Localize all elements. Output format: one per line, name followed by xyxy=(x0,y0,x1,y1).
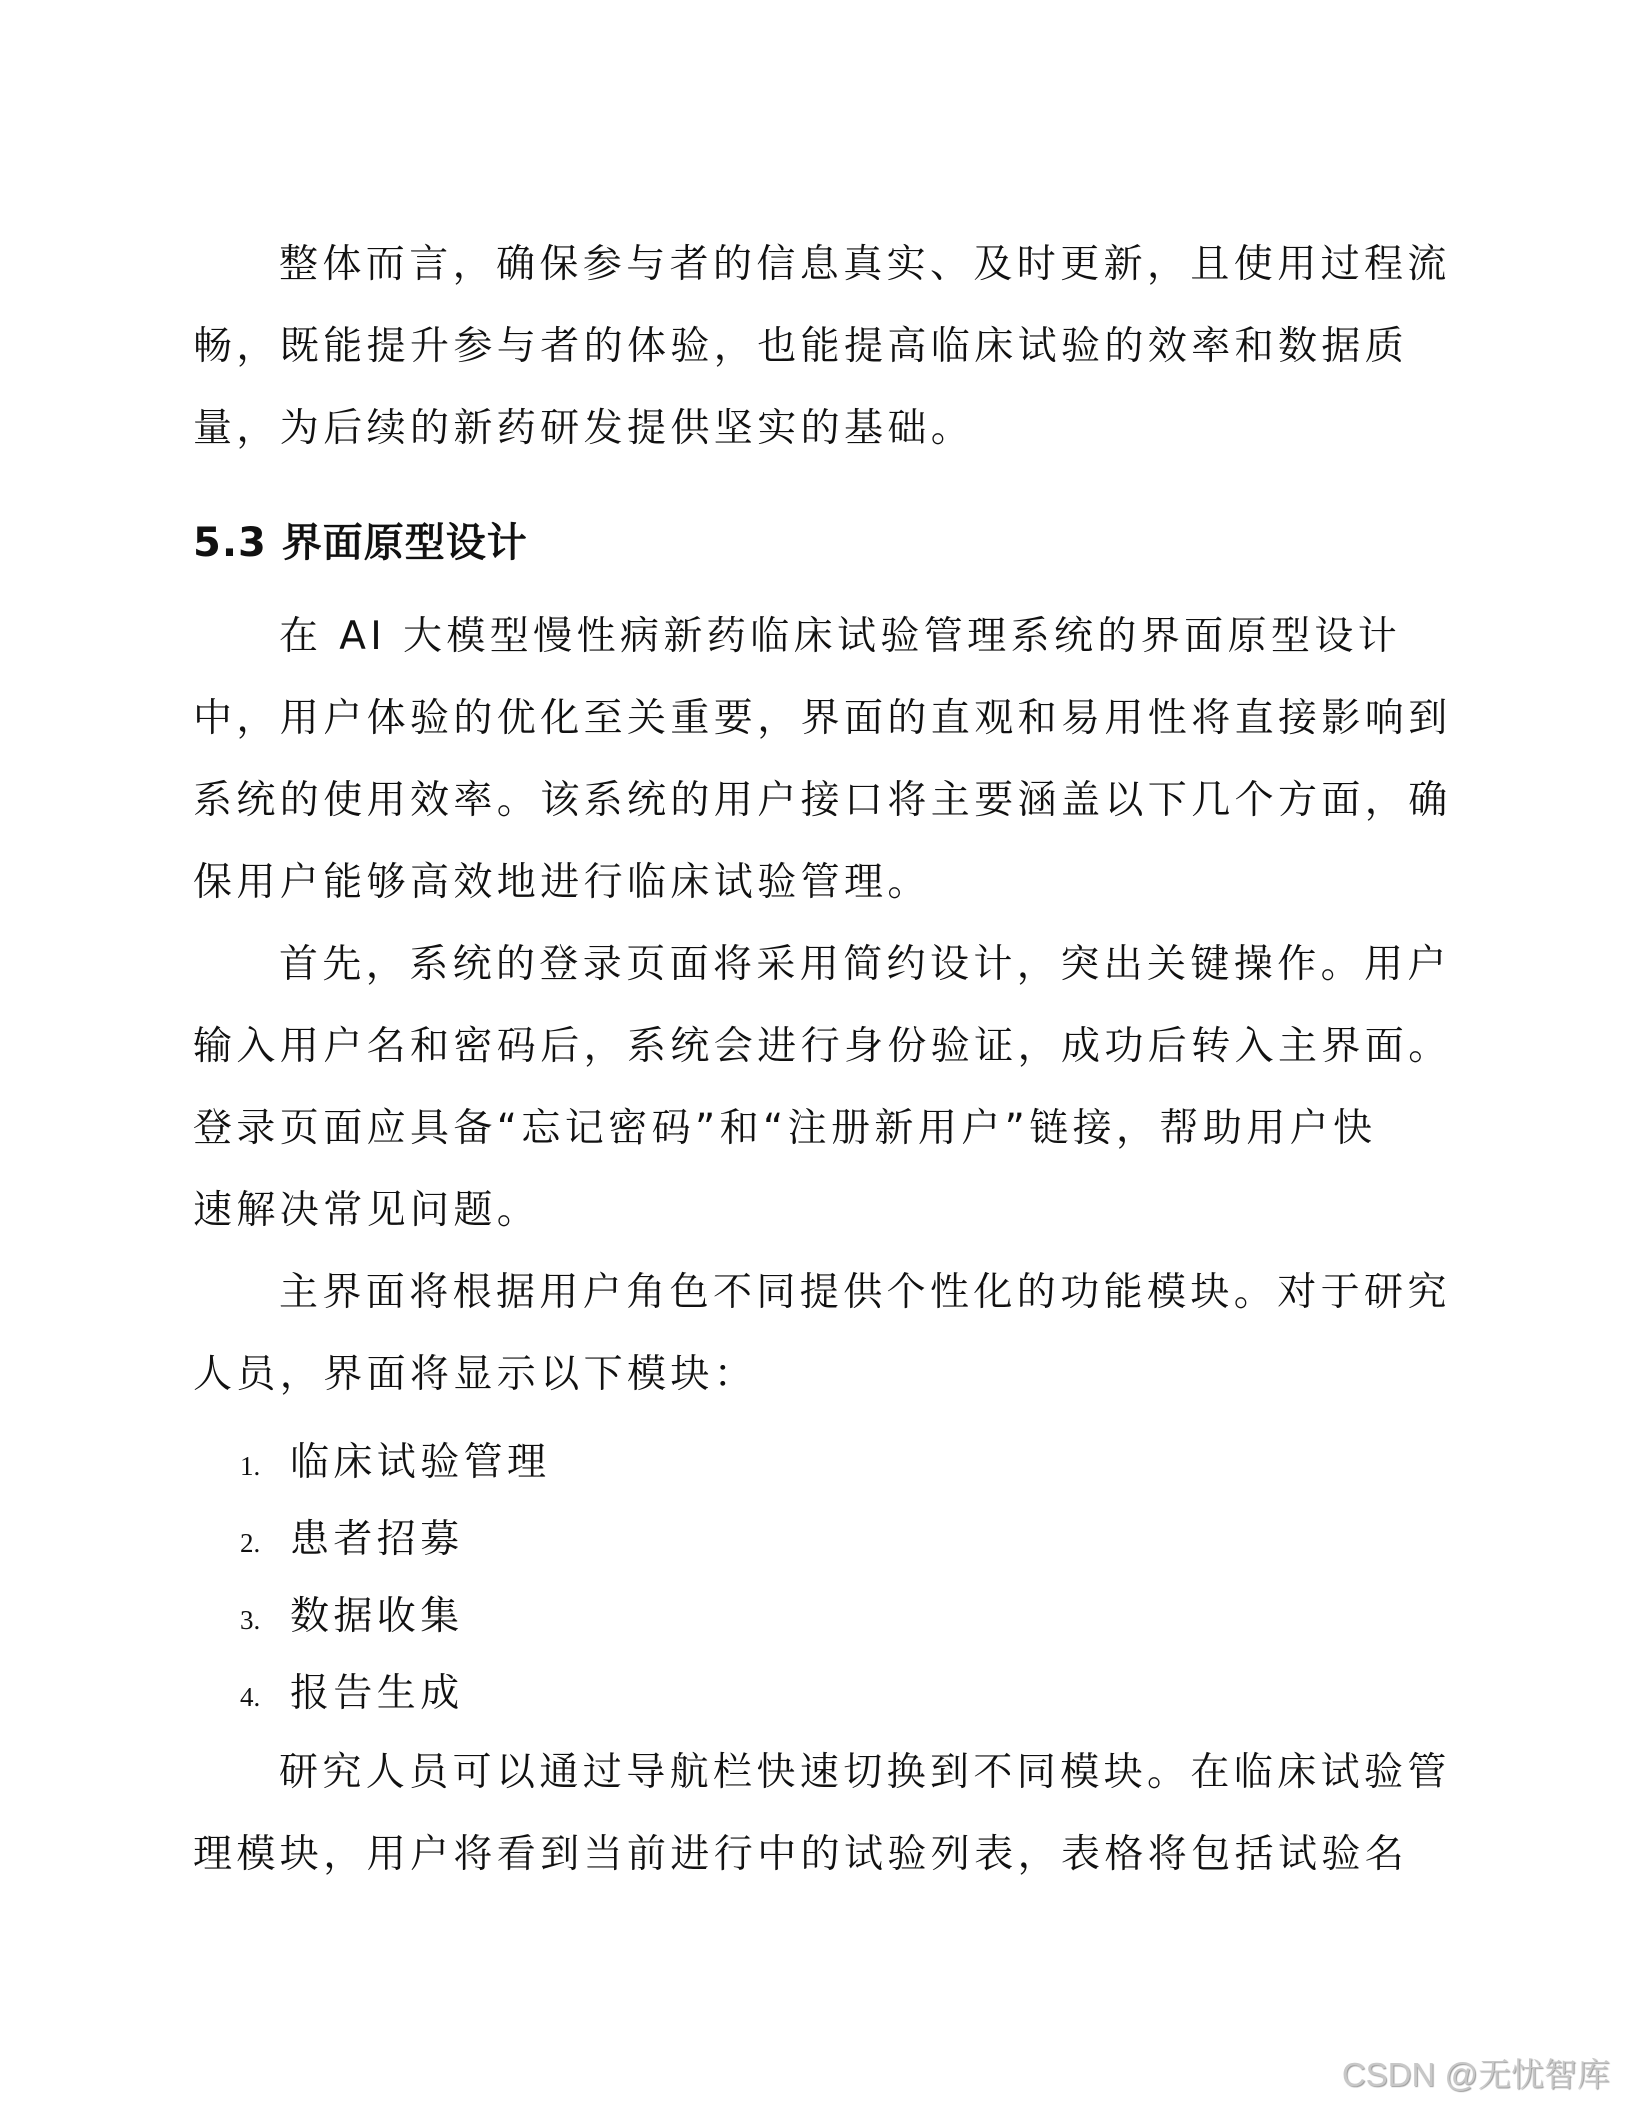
paragraph-login xyxy=(193,924,1452,1252)
text-line: 输入用户名和密码后，系统会进行身份验证，成功后转入主界面。 xyxy=(193,1024,1452,1069)
list-number: 1. xyxy=(240,1451,261,1481)
list-number: 4. xyxy=(240,1682,261,1712)
list-number: 2. xyxy=(240,1528,261,1558)
paragraph-intro xyxy=(193,596,1452,924)
section-heading: 5.3 界面原型设计 xyxy=(193,520,528,566)
list-item xyxy=(193,1501,1423,1578)
list-item xyxy=(193,1578,1423,1655)
document-page xyxy=(193,224,1452,1896)
text-line: 主界面将根据用户角色不同提供个性化的功能模块。对于研究 xyxy=(279,1270,1451,1315)
list-text: 临床试验管理 xyxy=(290,1440,551,1485)
list-item xyxy=(193,1655,1423,1732)
text-line: 研究人员可以通过导航栏快速切换到不同模块。在临床试验管 xyxy=(279,1750,1451,1795)
paragraph-main-ui xyxy=(193,1252,1451,1416)
text-line: 理模块，用户将看到当前进行中的试验列表，表格将包括试验名 xyxy=(193,1832,1409,1877)
text-line: 人员，界面将显示以下模块： xyxy=(193,1352,758,1397)
text-line: 整体而言，确保参与者的信息真实、及时更新，且使用过程流 xyxy=(279,242,1451,287)
paragraph-navigation xyxy=(193,1732,1451,1896)
text-line: 首先，系统的登录页面将采用简约设计，突出关键操作。用户 xyxy=(279,942,1451,987)
list-text: 数据收集 xyxy=(290,1594,464,1639)
paragraph-summary xyxy=(193,224,1451,470)
list-text: 患者招募 xyxy=(290,1517,464,1562)
list-text: 报告生成 xyxy=(290,1671,464,1716)
list-item xyxy=(193,1424,1423,1501)
text-line: 在 AI 大模型慢性病新药临床试验管理系统的界面原型设计 xyxy=(279,614,1402,659)
text-line: 中，用户体验的优化至关重要，界面的直观和易用性将直接影响到 xyxy=(193,696,1452,741)
text-line: 登录页面应具备“忘记密码”和“注册新用户”链接，帮助用户快 xyxy=(193,1106,1377,1151)
text-line: 畅，既能提升参与者的体验，也能提高临床试验的效率和数据质 xyxy=(193,324,1409,369)
text-line: 系统的使用效率。该系统的用户接口将主要涵盖以下几个方面，确 xyxy=(193,778,1452,823)
watermark: CSDN @无忧智库 xyxy=(1341,2056,1610,2093)
text-line: 速解决常见问题。 xyxy=(193,1188,541,1233)
text-line: 保用户能够高效地进行临床试验管理。 xyxy=(193,860,931,905)
module-list xyxy=(193,1424,1423,1732)
text-line: 量，为后续的新药研发提供坚实的基础。 xyxy=(193,406,975,451)
list-number: 3. xyxy=(240,1605,261,1635)
